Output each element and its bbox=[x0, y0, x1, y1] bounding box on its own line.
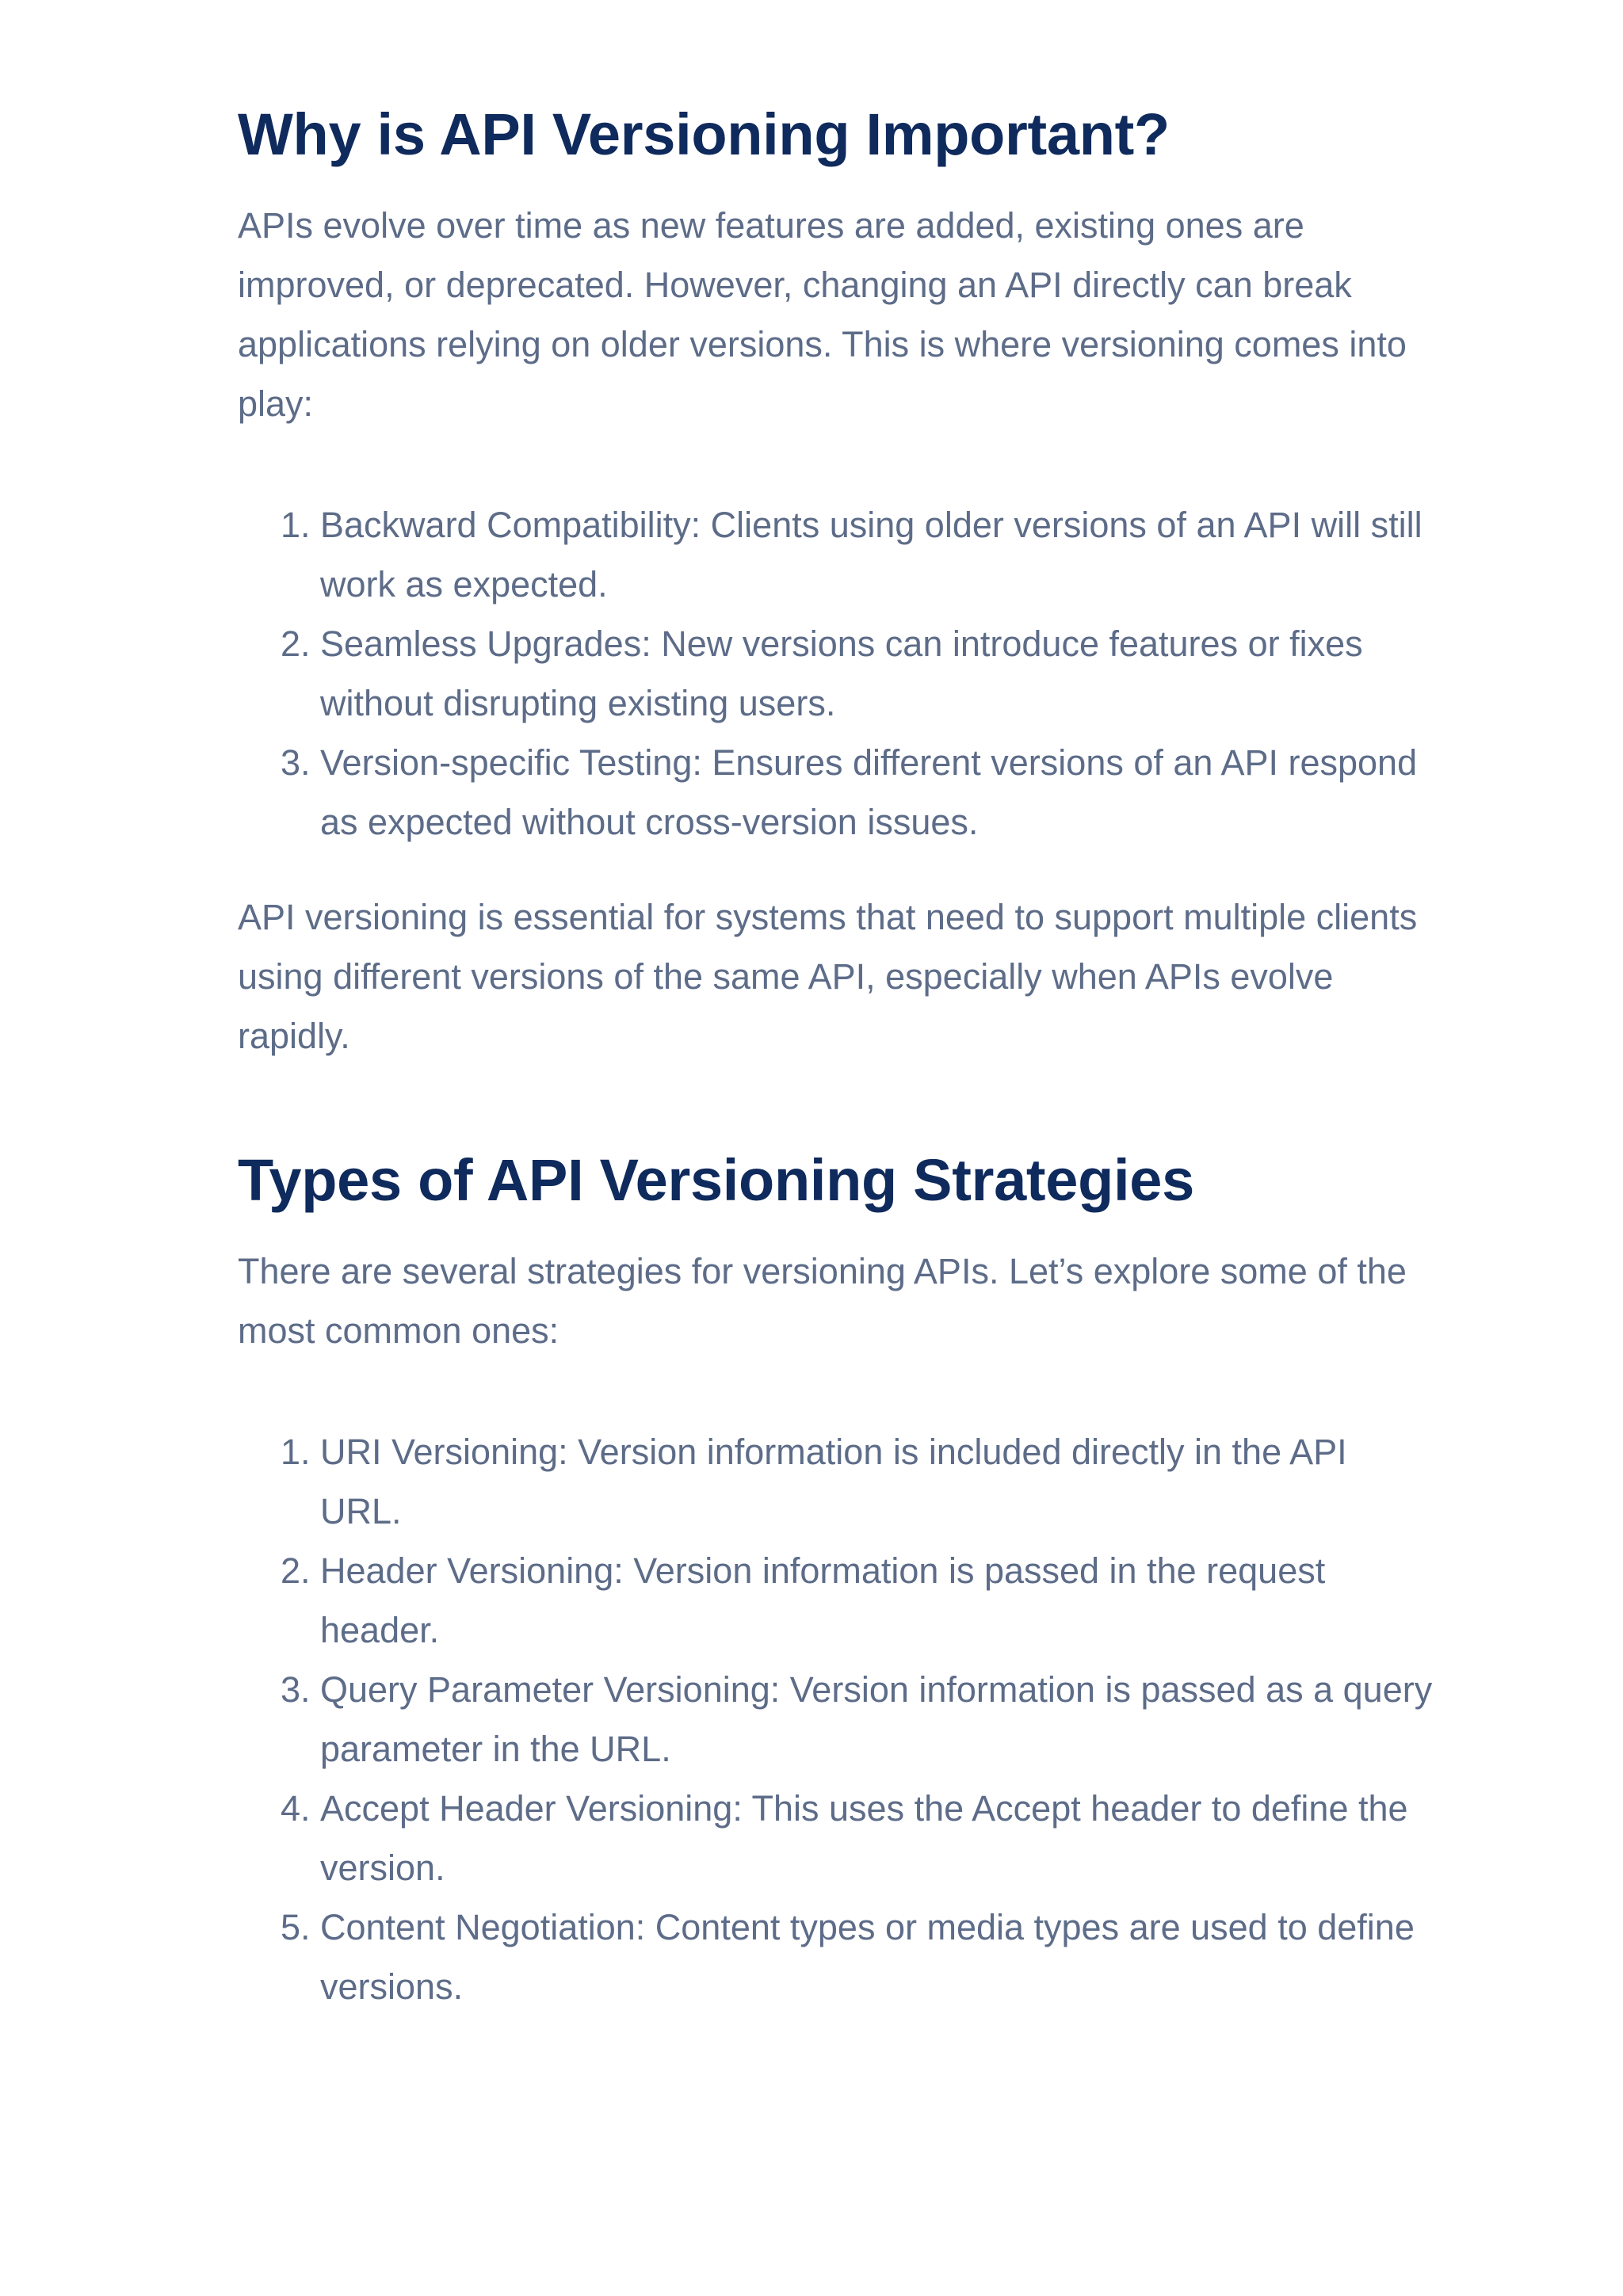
list-item: 3. Version-specific Testing: Ensures different versions of an API respond as expected without cross-version issues. bbox=[320, 733, 1434, 852]
strategies-intro-paragraph: There are several strategies for versioning APIs. Let’s explore some of the most common ones: bbox=[238, 1251, 1407, 1351]
list-item: 1. Backward Compatibility: Clients using older versions of an API will still work as expected. bbox=[320, 495, 1434, 614]
list-item: 1. URI Versioning: Version information is included directly in the API URL. bbox=[320, 1422, 1434, 1541]
list-item: 3. Query Parameter Versioning: Version information is passed as a query parameter in the URL. bbox=[320, 1660, 1434, 1779]
section-heading-strategies: Types of API Versioning Strategies bbox=[238, 1147, 1195, 1213]
list-item: 4. Accept Header Versioning: This uses the Accept header to define the version. bbox=[320, 1779, 1434, 1897]
section-intro-paragraph: APIs evolve over time as new features are added, existing ones are improved, or deprecated. However, changing an API directly can break applications relying on older versions. This is where versioning comes into play: bbox=[238, 205, 1407, 424]
importance-list bbox=[238, 495, 1434, 852]
section-outro-paragraph: API versioning is essential for systems that need to support multiple clients using different versions of the same API, especially when APIs evolve rapidly. bbox=[238, 897, 1418, 1056]
list-item: 5. Content Negotiation: Content types or media types are used to define versions. bbox=[320, 1897, 1434, 2016]
article-content bbox=[238, 95, 1434, 2016]
section-heading-importance: Why is API Versioning Important? bbox=[238, 101, 1170, 167]
list-item: 2. Header Versioning: Version information is passed in the request header. bbox=[320, 1541, 1434, 1660]
list-item: 2. Seamless Upgrades: New versions can introduce features or fixes without disrupting existing users. bbox=[320, 614, 1434, 733]
strategies-list bbox=[238, 1422, 1434, 2016]
